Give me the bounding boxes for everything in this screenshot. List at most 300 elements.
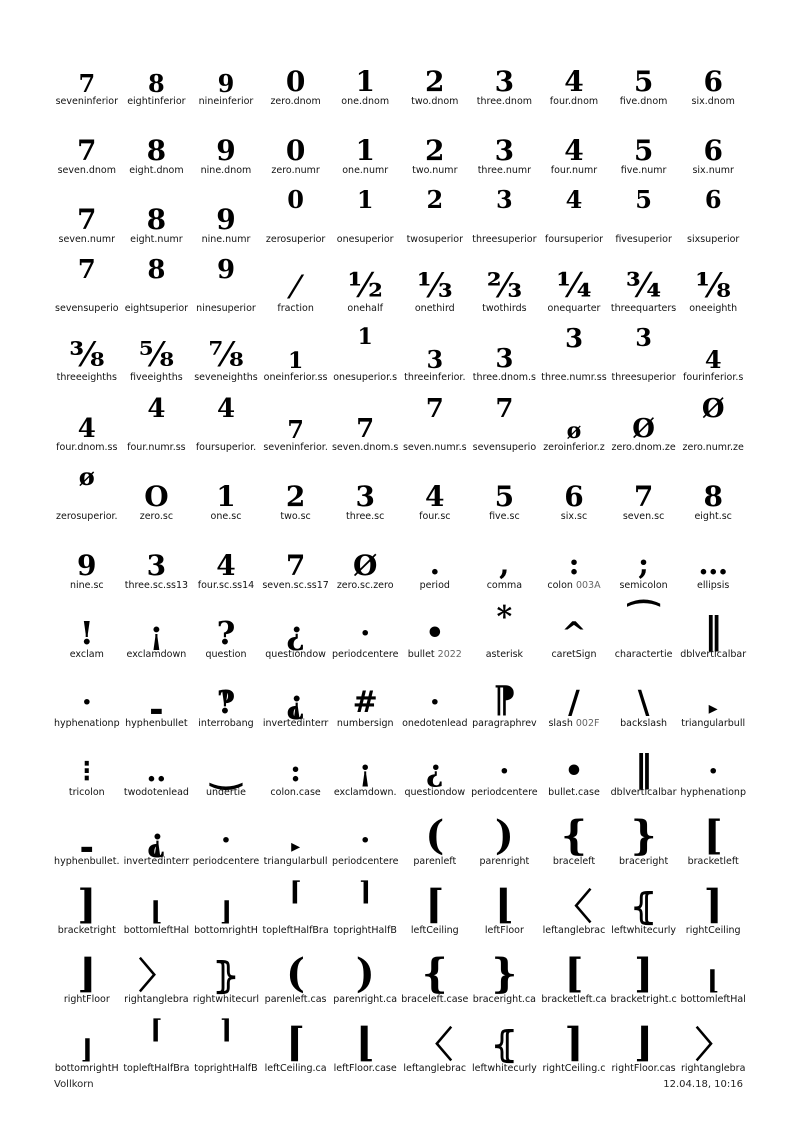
glyph-name: bottomleftHal xyxy=(680,994,746,1006)
glyph-name: colon.case xyxy=(270,787,321,798)
glyph-name: colon 003A xyxy=(547,579,601,591)
glyph-name: bracketleft xyxy=(687,856,739,868)
glyph-cell xyxy=(470,249,540,318)
glyph-sample: ¾ xyxy=(625,266,662,307)
glyph-sample: ( xyxy=(286,950,306,998)
glyph-cell xyxy=(122,526,192,595)
glyph-sample: ¼ xyxy=(556,266,592,307)
glyph-name: questiondow xyxy=(404,787,466,798)
glyph-cell xyxy=(400,457,470,526)
glyph-cell xyxy=(191,1009,261,1078)
glyph-cell xyxy=(330,111,400,180)
glyph-name: rightCeiling.c xyxy=(542,1063,606,1075)
glyph-name: four.sc xyxy=(419,510,451,522)
glyph-name: seven.dnom xyxy=(57,165,116,177)
glyph-name: rightanglebra xyxy=(124,994,189,1006)
glyph-cell xyxy=(539,871,609,940)
glyph-name: sevensuperio xyxy=(472,441,537,453)
glyph-sample: ⌋ xyxy=(634,1019,654,1067)
glyph-sample: ¿ xyxy=(426,754,444,789)
glyph-name: seven.dnom.s xyxy=(331,441,399,453)
glyph-sample: 7 xyxy=(77,203,97,237)
glyph-sample: 2 xyxy=(425,134,445,168)
glyph-cell xyxy=(400,871,470,940)
glyph-sample: ½ xyxy=(347,266,383,307)
glyph-name: leftwhitecurly xyxy=(471,1063,537,1075)
glyph-sample: } xyxy=(491,950,518,998)
glyph-name: parenright.ca xyxy=(333,994,398,1006)
glyph-cell xyxy=(400,940,470,1009)
glyph-cell xyxy=(539,526,609,595)
glyph-cell xyxy=(539,388,609,457)
glyph-cell xyxy=(261,526,331,595)
glyph-name: one.numr xyxy=(342,165,389,177)
glyph-name: onesuperior.s xyxy=(333,372,398,384)
glyph-sample: 7 xyxy=(78,69,96,98)
glyph-name: leftFloor.case xyxy=(333,1063,397,1075)
glyph-name: bullet 2022 xyxy=(407,648,462,660)
glyph-sample: Ø xyxy=(701,393,725,424)
glyph-cell xyxy=(678,802,748,871)
glyph-sample: 8 xyxy=(146,134,167,168)
glyph-sample: ⌈ xyxy=(289,877,302,908)
glyph-name: leftanglebrac xyxy=(542,925,606,937)
glyph-name: foursuperior. xyxy=(195,441,257,453)
glyph-cell xyxy=(539,595,609,664)
glyph-name: ellipsis xyxy=(697,579,730,591)
glyph-sample: ^ xyxy=(561,615,587,651)
glyph-name: parenleft.cas xyxy=(264,994,327,1006)
glyph-cell xyxy=(539,1009,609,1078)
glyph-name: bracketright.c xyxy=(610,994,677,1006)
codepoint: 2022 xyxy=(437,648,462,660)
glyph-name: one.dnom xyxy=(341,96,390,107)
glyph-sample: • xyxy=(564,754,584,789)
glyph-cell xyxy=(330,802,400,871)
glyph-cell xyxy=(470,1009,540,1078)
glyph-name: seveninferior. xyxy=(263,441,328,453)
glyph-cell xyxy=(122,111,192,180)
glyph-cell xyxy=(539,42,609,111)
glyph-name: invertedinterr xyxy=(262,717,329,729)
glyph-sample: ! xyxy=(79,613,94,652)
glyph-name: nine.dnom xyxy=(200,165,252,177)
glyph-cell xyxy=(122,180,192,249)
glyph-name: hyphenbullet xyxy=(125,717,188,729)
glyph-sample: ‿ xyxy=(211,748,241,790)
glyph-name: dblverticalbar xyxy=(680,648,747,660)
glyph-sample: Ø xyxy=(632,413,655,444)
glyph-sample: 0 xyxy=(287,185,304,215)
glyph-sample: ] xyxy=(634,950,654,998)
glyph-name: exclam xyxy=(69,648,104,660)
glyph-name: charactertie xyxy=(614,648,673,660)
glyph-name: leftCeiling xyxy=(410,925,459,937)
glyph-cell xyxy=(609,664,679,733)
glyph-name: oneinferior.ss xyxy=(263,372,328,384)
glyph-name: sixsuperior xyxy=(687,234,740,246)
glyph-cell xyxy=(400,249,470,318)
glyph-name: threeinferior. xyxy=(404,372,466,384)
glyph-name: twosuperior xyxy=(406,234,463,246)
glyph-cell xyxy=(470,526,540,595)
glyph-sample: · xyxy=(81,684,93,720)
glyph-sample: ¿ xyxy=(286,613,305,652)
glyph-cell xyxy=(330,940,400,1009)
glyph-name: onequarter xyxy=(547,303,601,315)
glyph-cell xyxy=(191,42,261,111)
glyph-name: eightinferior xyxy=(127,96,186,107)
glyph-name: four.sc.ss14 xyxy=(197,579,255,591)
glyph-name: fiveeighths xyxy=(130,372,183,384)
glyph-sample: 4 xyxy=(565,185,583,215)
glyph-sample: ; xyxy=(638,546,650,582)
glyph-name: toprightHalfB xyxy=(333,925,397,937)
glyph-cell xyxy=(191,526,261,595)
glyph-sample: 7 xyxy=(495,393,514,424)
glyph-name: periodcentere xyxy=(192,856,260,868)
glyph-cell xyxy=(261,595,331,664)
glyph-name: three.sc xyxy=(346,510,385,522)
glyph-cell xyxy=(400,595,470,664)
font-name: Vollkorn xyxy=(54,1079,94,1090)
glyph-sample: 0 xyxy=(285,65,306,98)
glyph-cell xyxy=(609,318,679,387)
glyph-sample: ⦄ xyxy=(212,955,240,998)
glyph-cell xyxy=(261,42,331,111)
glyph-cell xyxy=(400,388,470,457)
glyph-cell xyxy=(400,318,470,387)
glyph-sample: ▬ xyxy=(149,702,163,719)
glyph-name: onehalf xyxy=(347,303,383,315)
glyph-name: rightFloor.cas xyxy=(611,1063,676,1075)
glyph-sample: ⅜ xyxy=(69,335,105,376)
glyph-cell xyxy=(261,871,331,940)
glyph-sample: ⸘ xyxy=(147,821,166,860)
glyph-name: questiondow xyxy=(265,648,326,660)
glyph-name: nineinferior xyxy=(198,96,254,107)
glyph-cell xyxy=(678,871,748,940)
glyph-sample: ‖ xyxy=(704,609,723,652)
glyph-name: dblverticalbar xyxy=(610,787,677,798)
glyph-name: toprightHalfB xyxy=(194,1063,258,1075)
glyph-sample: ⸘ xyxy=(286,682,305,721)
glyph-name: hyphenationp xyxy=(53,717,120,729)
glyph-sample: · xyxy=(359,615,371,651)
glyph-sample: 1 xyxy=(216,479,236,513)
glyph-sample: ø xyxy=(566,417,582,444)
glyph-sample: · xyxy=(499,754,510,789)
glyph-cell xyxy=(539,180,609,249)
glyph-sample: · xyxy=(707,754,719,789)
glyph-name: parenright xyxy=(479,856,530,868)
glyph-sample: ⁋ xyxy=(492,678,516,721)
glyph-cell xyxy=(470,180,540,249)
glyph-sample: 8 xyxy=(703,479,723,513)
glyph-name: threesuperior xyxy=(472,234,537,246)
glyph-name: onethird xyxy=(414,303,455,315)
glyph-name: seveninferior xyxy=(55,96,118,107)
glyph-name: braceleft.case xyxy=(401,994,469,1006)
glyph-sample: 6 xyxy=(564,479,584,513)
glyph-sample: ⌊ xyxy=(355,1019,375,1067)
glyph-cell xyxy=(400,526,470,595)
glyph-sample: / xyxy=(568,682,580,721)
glyph-sample: ⅛ xyxy=(695,266,731,307)
glyph-sample: 7 xyxy=(77,134,97,168)
glyph-name: sevensuperio xyxy=(55,303,119,315)
glyph-name: ninesuperior xyxy=(196,303,256,315)
glyph-sample: 4 xyxy=(704,345,722,375)
glyph-cell xyxy=(678,664,748,733)
glyph-sample: ⌋ xyxy=(80,1035,93,1066)
glyph-sample: ? xyxy=(216,613,236,652)
glyph-sample: Ø xyxy=(352,548,378,582)
glyph-name: leftanglebrac xyxy=(403,1063,467,1075)
glyph-cell xyxy=(330,42,400,111)
glyph-sample: ) xyxy=(494,812,514,860)
glyph-sample: 4 xyxy=(564,134,584,168)
glyph-name: bracketright xyxy=(57,925,116,937)
glyph-cell xyxy=(52,1009,122,1078)
glyph-cell xyxy=(539,318,609,387)
glyph-name: topleftHalfBra xyxy=(123,1063,190,1075)
glyph-name: three.numr xyxy=(477,165,532,177)
glyph-name: eight.numr xyxy=(130,234,183,246)
glyph-sample: 4 xyxy=(216,548,236,582)
glyph-sample: 5 xyxy=(633,134,654,168)
glyph-sample: 7 xyxy=(633,479,654,513)
glyph-cell xyxy=(470,802,540,871)
glyph-name: periodcentere xyxy=(331,648,399,660)
glyph-name: threequarters xyxy=(610,303,677,315)
glyph-sample: 〈 xyxy=(555,886,592,929)
glyph-cell xyxy=(330,595,400,664)
glyph-cell xyxy=(678,180,748,249)
glyph-cell xyxy=(122,802,192,871)
glyph-cell xyxy=(52,457,122,526)
glyph-cell xyxy=(609,457,679,526)
glyph-cell xyxy=(122,664,192,733)
glyph-name: zero.sc.zero xyxy=(336,579,394,591)
glyph-cell xyxy=(261,318,331,387)
glyph-cell xyxy=(609,249,679,318)
glyph-sample: ⌊ xyxy=(707,966,720,997)
glyph-sample: ⌉ xyxy=(219,1015,233,1046)
glyph-name: backslash xyxy=(620,717,668,729)
glyph-cell xyxy=(609,526,679,595)
glyph-name: triangularbull xyxy=(263,856,328,868)
glyph-cell xyxy=(470,664,540,733)
glyph-cell xyxy=(539,733,609,802)
glyph-cell xyxy=(678,111,748,180)
glyph-sample: 〉 xyxy=(138,955,175,998)
glyph-name: twodotenlead xyxy=(123,787,189,798)
glyph-cell xyxy=(539,802,609,871)
glyph-sample: ⌋ xyxy=(219,897,233,928)
glyph-cell xyxy=(261,457,331,526)
glyph-sample: ⦃ xyxy=(491,1024,518,1067)
glyph-name: braceleft xyxy=(552,856,596,868)
glyph-cell xyxy=(678,1009,748,1078)
glyph-name: tricolon xyxy=(68,787,105,798)
glyph-sample: 3 xyxy=(495,344,514,375)
glyph-cell xyxy=(539,664,609,733)
glyph-cell xyxy=(470,388,540,457)
glyph-cell xyxy=(52,249,122,318)
glyph-cell xyxy=(609,1009,679,1078)
glyph-name: five.numr xyxy=(620,165,667,177)
glyph-sample: 4 xyxy=(564,65,584,98)
glyph-cell xyxy=(400,1009,470,1078)
glyph-name: question xyxy=(205,648,247,660)
glyph-name: four.dnom xyxy=(549,96,599,107)
glyph-name: leftCeiling.ca xyxy=(264,1063,327,1075)
glyph-name: threeeighths xyxy=(56,372,117,384)
glyph-name: eight.dnom xyxy=(129,165,184,177)
glyph-cell xyxy=(52,42,122,111)
glyph-sample: 3 xyxy=(496,185,513,215)
glyph-sample: 4 xyxy=(147,393,166,424)
glyph-sample: 〈 xyxy=(416,1024,453,1067)
glyph-name: six.numr xyxy=(692,165,734,177)
glyph-sample: ▸ xyxy=(291,836,301,858)
glyph-sample: 1 xyxy=(355,134,375,168)
glyph-sample: O xyxy=(144,479,169,513)
glyph-cell xyxy=(122,457,192,526)
glyph-name: rightanglebra xyxy=(680,1063,746,1075)
glyph-name: leftFloor xyxy=(484,925,524,937)
glyph-sample: ⌈ xyxy=(425,881,445,929)
glyph-cell xyxy=(400,664,470,733)
glyph-cell xyxy=(609,940,679,1009)
glyph-cell xyxy=(52,940,122,1009)
glyph-name: three.sc.ss13 xyxy=(124,579,189,591)
glyph-sample: ⌉ xyxy=(703,881,723,929)
glyph-cell xyxy=(191,871,261,940)
glyph-sample: ⁀ xyxy=(629,599,659,642)
glyph-cell xyxy=(400,802,470,871)
glyph-name: oneeighth xyxy=(689,303,738,315)
glyph-cell xyxy=(470,733,540,802)
glyph-name: fraction xyxy=(277,303,314,315)
glyph-name: foursuperior xyxy=(544,234,604,246)
glyph-cell xyxy=(191,388,261,457)
glyph-cell xyxy=(330,1009,400,1078)
glyph-sample: 2 xyxy=(425,65,445,98)
glyph-name: six.dnom xyxy=(691,96,735,107)
glyph-name: numbersign xyxy=(336,717,394,729)
glyph-cell xyxy=(609,733,679,802)
glyph-cell xyxy=(52,664,122,733)
glyph-cell xyxy=(400,111,470,180)
glyph-cell xyxy=(470,42,540,111)
glyph-cell xyxy=(330,249,400,318)
glyph-sample: 3 xyxy=(564,324,584,355)
glyph-sample: \ xyxy=(637,682,650,721)
glyph-cell xyxy=(539,457,609,526)
glyph-name: eightsuperior xyxy=(124,303,189,315)
glyph-name: onedotenlead xyxy=(402,717,468,729)
glyph-cell xyxy=(330,388,400,457)
glyph-name: four.numr.ss xyxy=(127,441,186,453)
glyph-cell xyxy=(678,388,748,457)
glyph-cell xyxy=(330,318,400,387)
glyph-sample: 1 xyxy=(357,324,373,351)
glyph-name: triangularbull xyxy=(681,717,746,729)
glyph-sample: 1 xyxy=(287,348,304,375)
glyph-sample: • xyxy=(425,615,445,651)
glyph-cell xyxy=(191,180,261,249)
glyph-sample: 7 xyxy=(285,548,306,582)
glyph-sample: 3 xyxy=(426,345,444,375)
glyph-sample: ( xyxy=(425,812,445,860)
glyph-sample: 4 xyxy=(425,479,445,513)
glyph-cell xyxy=(191,318,261,387)
glyph-name: zero.dnom xyxy=(270,96,321,107)
glyph-cell xyxy=(470,940,540,1009)
glyph-sample: ▸ xyxy=(708,697,718,719)
glyph-name: twothirds xyxy=(482,303,527,315)
glyph-name: eight.sc xyxy=(694,510,732,522)
glyph-sample: 5 xyxy=(633,65,654,98)
glyph-name: seven.sc xyxy=(622,510,665,522)
glyph-cell xyxy=(609,111,679,180)
glyph-cell xyxy=(122,733,192,802)
glyph-name: six.sc xyxy=(560,510,588,522)
glyph-sample: 8 xyxy=(148,69,165,98)
glyph-name: onesuperior xyxy=(336,234,394,246)
glyph-name: nine.numr xyxy=(201,234,251,246)
glyph-cell xyxy=(609,595,679,664)
glyph-sample: ⅞ xyxy=(208,335,244,376)
glyph-cell xyxy=(122,318,192,387)
glyph-name: five.dnom xyxy=(619,96,668,107)
glyph-name: undertie xyxy=(205,787,246,798)
glyph-sample: ‽ xyxy=(216,682,236,721)
glyph-name: exclamdown. xyxy=(333,787,397,798)
glyph-name: zero.numr xyxy=(271,165,320,177)
glyph-sample: 7 xyxy=(425,393,444,424)
glyph-name: fivesuperior xyxy=(615,234,672,246)
glyph-sample: 9 xyxy=(77,548,97,582)
glyph-sample: · xyxy=(359,823,371,859)
glyph-sample: 4 xyxy=(77,413,96,444)
glyph-cell xyxy=(191,940,261,1009)
glyph-cell xyxy=(609,388,679,457)
glyph-cell xyxy=(191,802,261,871)
glyph-cell xyxy=(122,388,192,457)
glyph-sample: ⌉ xyxy=(564,1019,584,1067)
glyph-name: zero.dnom.ze xyxy=(611,441,676,453)
glyph-name: seven.numr.s xyxy=(402,441,467,453)
glyph-name: braceright xyxy=(619,856,669,868)
glyph-cell xyxy=(470,318,540,387)
glyph-name: comma xyxy=(486,579,523,591)
glyph-name: three.numr.ss xyxy=(541,372,607,384)
glyph-cell xyxy=(122,595,192,664)
glyph-sample: ▬ xyxy=(80,841,94,858)
glyph-sample: ‥ xyxy=(146,754,167,789)
glyph-sample: ⌊ xyxy=(150,897,163,928)
glyph-sample: 3 xyxy=(146,548,167,582)
glyph-sample: 6 xyxy=(703,134,723,168)
glyph-name: nine.sc xyxy=(69,579,104,591)
glyph-cell xyxy=(122,940,192,1009)
glyph-cell xyxy=(261,664,331,733)
glyph-name: bullet.case xyxy=(548,787,600,798)
glyph-cell xyxy=(330,180,400,249)
